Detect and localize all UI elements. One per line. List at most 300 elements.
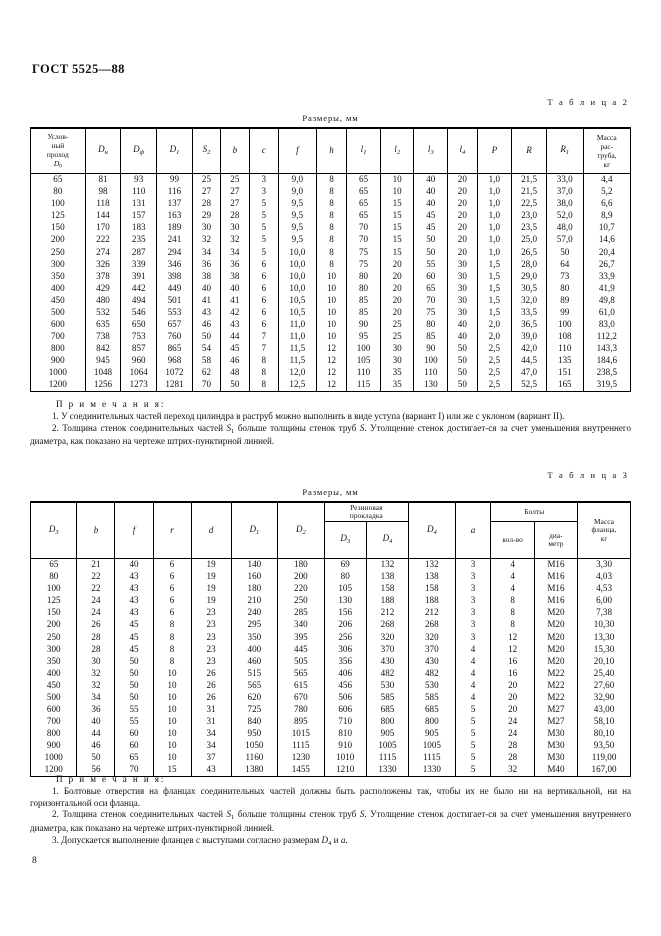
table-cell: 40 — [77, 716, 115, 728]
note-item-3: 3. Допускается выполнение фланцев с выступами согласно размерам $D_4$ и a. — [52, 834, 348, 847]
table-cell: 34 — [191, 740, 231, 752]
table-cell: 430 — [366, 655, 408, 667]
table-cell: 10 — [316, 307, 346, 319]
table-cell: 10 — [316, 270, 346, 282]
table-cell: 20,10 — [578, 655, 631, 667]
table-row — [31, 222, 631, 234]
table-cell: 62 — [192, 367, 220, 379]
table-cell: 8 — [491, 607, 534, 619]
note-item-2: 2. Толщина стенок соединительных частей $S_1$ больше толщины стенок труб S. Утолщение стенок достигает-ся за счет уменьшения внутреннего диаметра, как показано на чертеже штрих-пунктирной линией. — [30, 809, 631, 833]
table-cell: 37,0 — [546, 186, 583, 198]
table-cell: 8 — [316, 246, 346, 258]
table-cell: 685 — [409, 704, 455, 716]
table-cell: 70 — [115, 764, 153, 777]
table-cell: 3 — [249, 186, 278, 198]
table-cell: 241 — [157, 234, 193, 246]
table-cell: 38,0 — [546, 198, 583, 210]
table-cell: 30 — [221, 222, 249, 234]
table-cell: 36,5 — [512, 319, 547, 331]
table-cell: 25,0 — [512, 234, 547, 246]
table-cell: 12 — [316, 355, 346, 367]
table-cell: 10 — [316, 282, 346, 294]
table-cell: 905 — [409, 728, 455, 740]
table-cell: 4,4 — [583, 174, 630, 187]
table-cell: 95 — [347, 331, 381, 343]
table-cell: 28 — [77, 643, 115, 655]
table-cell: 30,5 — [512, 282, 547, 294]
table-cell: 3 — [455, 571, 491, 583]
table-row — [31, 210, 631, 222]
table-cell: 1005 — [366, 740, 408, 752]
table-cell: 26,7 — [583, 258, 630, 270]
table-cell: 20 — [491, 692, 534, 704]
table-row — [31, 643, 631, 655]
table-cell: 43 — [191, 764, 231, 777]
table-cell: 80 — [347, 282, 381, 294]
table-cell: 15 — [380, 210, 414, 222]
table-cell: 20 — [380, 270, 414, 282]
table-cell: 15 — [380, 246, 414, 258]
table-cell: 1115 — [366, 752, 408, 764]
table-cell: 23 — [191, 643, 231, 655]
table-cell: 34 — [221, 246, 249, 258]
table-cell: 49,8 — [583, 294, 630, 306]
table-cell: 157 — [121, 210, 157, 222]
table-cell: 26 — [191, 679, 231, 691]
table-cell: 33,0 — [546, 174, 583, 187]
table-row — [31, 234, 631, 246]
table-cell: 110 — [347, 367, 381, 379]
table-cell: 90 — [414, 343, 448, 355]
table-cell: 11,0 — [278, 319, 316, 331]
table-cell: 8 — [316, 210, 346, 222]
table-cell: 40 — [414, 186, 448, 198]
table-cell: М22 — [534, 679, 577, 691]
table-cell: 780 — [278, 704, 324, 716]
table-cell: 43 — [115, 571, 153, 583]
table-cell: 31 — [191, 704, 231, 716]
table2-col-header-10: $l_2$ — [380, 128, 414, 174]
table-cell: 26 — [77, 619, 115, 631]
table-cell: 900 — [31, 740, 77, 752]
table-cell: 85 — [347, 307, 381, 319]
th-group-gasket: Резиновая прокладка — [324, 502, 409, 522]
table-cell: 85 — [347, 294, 381, 306]
table-cell: 36 — [192, 258, 220, 270]
table-cell: 500 — [31, 307, 86, 319]
table-cell: 1160 — [231, 752, 277, 764]
table2-col-header-13: P — [477, 128, 512, 174]
table-cell: 546 — [121, 307, 157, 319]
table-cell: 1010 — [324, 752, 366, 764]
table-cell: 6 — [153, 583, 191, 595]
table-cell: 170 — [85, 222, 121, 234]
table-cell: М20 — [534, 655, 577, 667]
table-cell: 132 — [409, 559, 455, 572]
table-cell: 110 — [546, 343, 583, 355]
table-cell: 1330 — [409, 764, 455, 777]
table2-col-header-3: $D_1$ — [157, 128, 193, 174]
table-cell: 6 — [249, 294, 278, 306]
table-cell: 19 — [191, 559, 231, 572]
table-cell: 5 — [249, 198, 278, 210]
th-gasket-d4: $D_4$ — [366, 522, 408, 559]
table-cell: 482 — [409, 667, 455, 679]
table-cell: 20 — [448, 222, 477, 234]
table-cell: 256 — [324, 631, 366, 643]
table-cell: 240 — [231, 607, 277, 619]
table-cell: 400 — [231, 643, 277, 655]
table-cell: 41 — [221, 294, 249, 306]
table-cell: 268 — [409, 619, 455, 631]
table-cell: 865 — [157, 343, 193, 355]
table-cell: 73 — [546, 270, 583, 282]
table-cell: 8 — [249, 379, 278, 392]
table-cell: 10 — [316, 331, 346, 343]
table-cell: 10,0 — [278, 270, 316, 282]
table-cell: 430 — [409, 655, 455, 667]
table-cell: 6 — [153, 559, 191, 572]
table-cell: 100 — [31, 583, 77, 595]
table-cell: 65 — [347, 210, 381, 222]
table-cell: 158 — [409, 583, 455, 595]
table-cell: 158 — [366, 583, 408, 595]
table2-col-header-9: $l_1$ — [347, 128, 381, 174]
th-d4: $D_4$ — [409, 502, 455, 559]
table2-notes — [30, 399, 631, 448]
table-cell: 15 — [380, 234, 414, 246]
table-cell: 112,2 — [583, 331, 630, 343]
table-cell: 295 — [231, 619, 277, 631]
table2-caption: Т а б л и ц а 2 — [547, 97, 629, 107]
table-cell: 445 — [278, 643, 324, 655]
table-cell: 3 — [455, 595, 491, 607]
table-cell: 89 — [546, 294, 583, 306]
table-cell: 20 — [380, 282, 414, 294]
table-cell: 27,60 — [578, 679, 631, 691]
table-cell: 20,4 — [583, 246, 630, 258]
table2-col-header-2: $D_ф$ — [121, 128, 157, 174]
table-row — [31, 367, 631, 379]
table-cell: 80 — [324, 571, 366, 583]
table-row — [31, 282, 631, 294]
table-cell: 35 — [380, 367, 414, 379]
table-cell: 10 — [153, 728, 191, 740]
table-cell: 450 — [31, 294, 86, 306]
table-cell: 138 — [366, 571, 408, 583]
table2-col-header-5: b — [221, 128, 249, 174]
table-cell: 85 — [414, 331, 448, 343]
table2-head — [31, 128, 631, 174]
table-cell: 65 — [347, 174, 381, 187]
table-cell: 4 — [491, 559, 534, 572]
table-cell: 753 — [121, 331, 157, 343]
table-cell: 30 — [77, 655, 115, 667]
table-cell: 1064 — [121, 367, 157, 379]
table-cell: 585 — [366, 692, 408, 704]
table-cell: 4 — [491, 571, 534, 583]
table-cell: 20 — [491, 704, 534, 716]
table-row — [31, 583, 631, 595]
table-cell: 43 — [221, 319, 249, 331]
table-cell: 1330 — [366, 764, 408, 777]
table-cell: 50 — [115, 667, 153, 679]
table-cell: 36 — [221, 258, 249, 270]
note-item-1: 1. У соединительных частей переход цилиндра в раструб можно выполнить в виде уступа (вариант I) или же с уклоном (вариант II). — [52, 410, 565, 421]
table-cell: 1200 — [31, 379, 86, 392]
table-cell: 10 — [380, 174, 414, 187]
table-cell: 19 — [191, 583, 231, 595]
table-row — [31, 198, 631, 210]
table-cell: 11,5 — [278, 343, 316, 355]
table-cell: 60 — [115, 740, 153, 752]
table-cell: 635 — [85, 319, 121, 331]
table-cell: М20 — [534, 619, 577, 631]
table2-col-header-8: h — [316, 128, 346, 174]
table-cell: 30 — [448, 258, 477, 270]
table-cell: 6 — [153, 595, 191, 607]
table-cell: 50 — [448, 343, 477, 355]
table-cell: 10 — [153, 704, 191, 716]
table-cell: 15 — [153, 764, 191, 777]
table-row — [31, 607, 631, 619]
table-cell: 530 — [366, 679, 408, 691]
table-cell: 98 — [85, 186, 121, 198]
notes2-title: П р и м е ч а н и я: — [56, 399, 166, 409]
th-group-bolts: Болты — [491, 502, 578, 522]
table-row — [31, 595, 631, 607]
table-cell: 35 — [380, 379, 414, 392]
table-cell: 5,2 — [583, 186, 630, 198]
table-cell: 10,0 — [278, 246, 316, 258]
table-cell: 25,40 — [578, 667, 631, 679]
table-cell: 75 — [347, 258, 381, 270]
table-cell: 268 — [366, 619, 408, 631]
table-cell: 60 — [115, 728, 153, 740]
table-cell: 10 — [153, 716, 191, 728]
table-cell: 45 — [115, 643, 153, 655]
table-cell: 1230 — [278, 752, 324, 764]
table-cell: 57,0 — [546, 234, 583, 246]
table-cell: 1,0 — [477, 186, 512, 198]
table-cell: 34 — [192, 246, 220, 258]
table-cell: 1,5 — [477, 270, 512, 282]
table-cell: 12 — [491, 643, 534, 655]
table-cell: 5 — [455, 752, 491, 764]
table-cell: М30 — [534, 740, 577, 752]
table-cell: 10 — [316, 294, 346, 306]
table-cell: 44 — [77, 728, 115, 740]
table2-col-header-12: $l_4$ — [448, 128, 477, 174]
table-cell: 48,0 — [546, 222, 583, 234]
table-cell: 130 — [414, 379, 448, 392]
table-cell: 8 — [249, 355, 278, 367]
table-cell: 319,5 — [583, 379, 630, 392]
table-cell: 119,00 — [578, 752, 631, 764]
table-cell: 800 — [366, 716, 408, 728]
table-cell: 700 — [31, 331, 86, 343]
table-row — [31, 571, 631, 583]
table-cell: 30 — [448, 270, 477, 282]
table-row — [31, 355, 631, 367]
th-bolts-count: кол-во — [491, 522, 534, 559]
table-cell: 8 — [491, 619, 534, 631]
table-cell: 2,0 — [477, 331, 512, 343]
th-d1: $D_1$ — [231, 502, 277, 559]
table-cell: 3 — [455, 559, 491, 572]
table-cell: 212 — [366, 607, 408, 619]
table-cell: 45 — [115, 619, 153, 631]
table-cell: 1210 — [324, 764, 366, 777]
table-cell: 895 — [278, 716, 324, 728]
table-cell: 300 — [31, 258, 86, 270]
table-cell: 22 — [77, 583, 115, 595]
table-cell: 21,5 — [512, 186, 547, 198]
table-cell: 482 — [366, 667, 408, 679]
table-cell: М16 — [534, 595, 577, 607]
table-cell: 320 — [409, 631, 455, 643]
table2 — [30, 127, 631, 392]
table-cell: 670 — [278, 692, 324, 704]
table-cell: 800 — [31, 728, 77, 740]
table-cell: 138 — [409, 571, 455, 583]
table-cell: 3 — [249, 174, 278, 187]
table-cell: 5 — [249, 222, 278, 234]
table-row — [31, 174, 631, 187]
table-row — [31, 619, 631, 631]
table-cell: 23 — [191, 655, 231, 667]
table-cell: 8 — [153, 619, 191, 631]
table-cell: 50 — [221, 379, 249, 392]
table-cell: 60 — [414, 270, 448, 282]
table-cell: 65 — [115, 752, 153, 764]
table-cell: 40 — [221, 282, 249, 294]
table-cell: 585 — [409, 692, 455, 704]
table-cell: 28 — [491, 752, 534, 764]
table-cell: 32 — [77, 667, 115, 679]
table-row — [31, 270, 631, 282]
table-cell: 1,0 — [477, 210, 512, 222]
table-cell: 350 — [231, 631, 277, 643]
table-cell: 52,5 — [512, 379, 547, 392]
table-cell: 565 — [231, 679, 277, 691]
table-cell: 6 — [249, 282, 278, 294]
table-cell: 910 — [324, 740, 366, 752]
table-cell: 180 — [231, 583, 277, 595]
table2-col-header-0: Услов- ный проход $D_0$ — [31, 128, 86, 174]
table-cell: 565 — [278, 667, 324, 679]
table-cell: 25 — [380, 331, 414, 343]
th-bolts-diameter: диа- метр — [534, 522, 577, 559]
table-cell: 395 — [278, 631, 324, 643]
table-cell: 40 — [448, 331, 477, 343]
table-cell: 55 — [115, 704, 153, 716]
table-cell: 9,0 — [278, 174, 316, 187]
table3-block — [30, 470, 631, 777]
table-cell: 20 — [448, 198, 477, 210]
table-cell: 900 — [31, 355, 86, 367]
table-cell: 30 — [448, 294, 477, 306]
table-cell: 250 — [278, 595, 324, 607]
table-cell: 1,5 — [477, 282, 512, 294]
table-cell: 4 — [455, 667, 491, 679]
table-cell: 30 — [192, 222, 220, 234]
table2-col-header-16: Масса рас- труба, кг — [583, 128, 630, 174]
table-cell: 356 — [324, 655, 366, 667]
table-cell: 8 — [316, 222, 346, 234]
table-cell: 130 — [324, 595, 366, 607]
table-cell: 188 — [409, 595, 455, 607]
table-cell: М20 — [534, 607, 577, 619]
table-cell: 620 — [231, 692, 277, 704]
table-cell: 135 — [546, 355, 583, 367]
table-cell: 25 — [380, 319, 414, 331]
table-cell: 22 — [77, 571, 115, 583]
table-cell: 5 — [455, 728, 491, 740]
table-cell: 41 — [192, 294, 220, 306]
th-flange-mass: Масса фланца, кг — [578, 502, 631, 559]
table-cell: М16 — [534, 583, 577, 595]
table-row — [31, 379, 631, 392]
table-cell: 32 — [192, 234, 220, 246]
table-cell: 30 — [380, 355, 414, 367]
table-cell: 33,9 — [583, 270, 630, 282]
table-cell: 42,0 — [512, 343, 547, 355]
table-cell: 125 — [31, 210, 86, 222]
table-cell: 27 — [221, 198, 249, 210]
table-cell: 5 — [249, 210, 278, 222]
table-cell: 5 — [249, 246, 278, 258]
table-cell: 340 — [278, 619, 324, 631]
table-cell: 8 — [316, 234, 346, 246]
table-cell: 137 — [157, 198, 193, 210]
table-cell: 2,5 — [477, 355, 512, 367]
table-cell: 615 — [278, 679, 324, 691]
table-cell: 1,0 — [477, 198, 512, 210]
table-cell: 760 — [157, 331, 193, 343]
table-cell: 143,3 — [583, 343, 630, 355]
table-cell: 945 — [85, 355, 121, 367]
table-cell: 50 — [448, 355, 477, 367]
table-cell: 46 — [221, 355, 249, 367]
table-cell: 15 — [380, 222, 414, 234]
table-row — [31, 186, 631, 198]
table-cell: 34 — [77, 692, 115, 704]
table-cell: 46 — [192, 319, 220, 331]
table-cell: 5 — [249, 234, 278, 246]
table3-body — [31, 559, 631, 777]
table-cell: 132 — [366, 559, 408, 572]
table-cell: 398 — [157, 270, 193, 282]
table-cell: 370 — [366, 643, 408, 655]
table-cell: 30 — [380, 343, 414, 355]
table-cell: 25 — [192, 174, 220, 187]
table-cell: 24 — [491, 716, 534, 728]
table-cell: 505 — [278, 655, 324, 667]
table-cell: 6 — [153, 571, 191, 583]
table-cell: 100 — [31, 198, 86, 210]
table-cell: 905 — [366, 728, 408, 740]
table-cell: 10 — [153, 679, 191, 691]
table-cell: 41,9 — [583, 282, 630, 294]
table-cell: 212 — [409, 607, 455, 619]
table-cell: 7 — [249, 331, 278, 343]
table-cell: 23 — [191, 607, 231, 619]
table-cell: 43 — [115, 595, 153, 607]
table-cell: 20 — [380, 258, 414, 270]
table-cell: 8 — [249, 367, 278, 379]
table-cell: 10,5 — [278, 294, 316, 306]
